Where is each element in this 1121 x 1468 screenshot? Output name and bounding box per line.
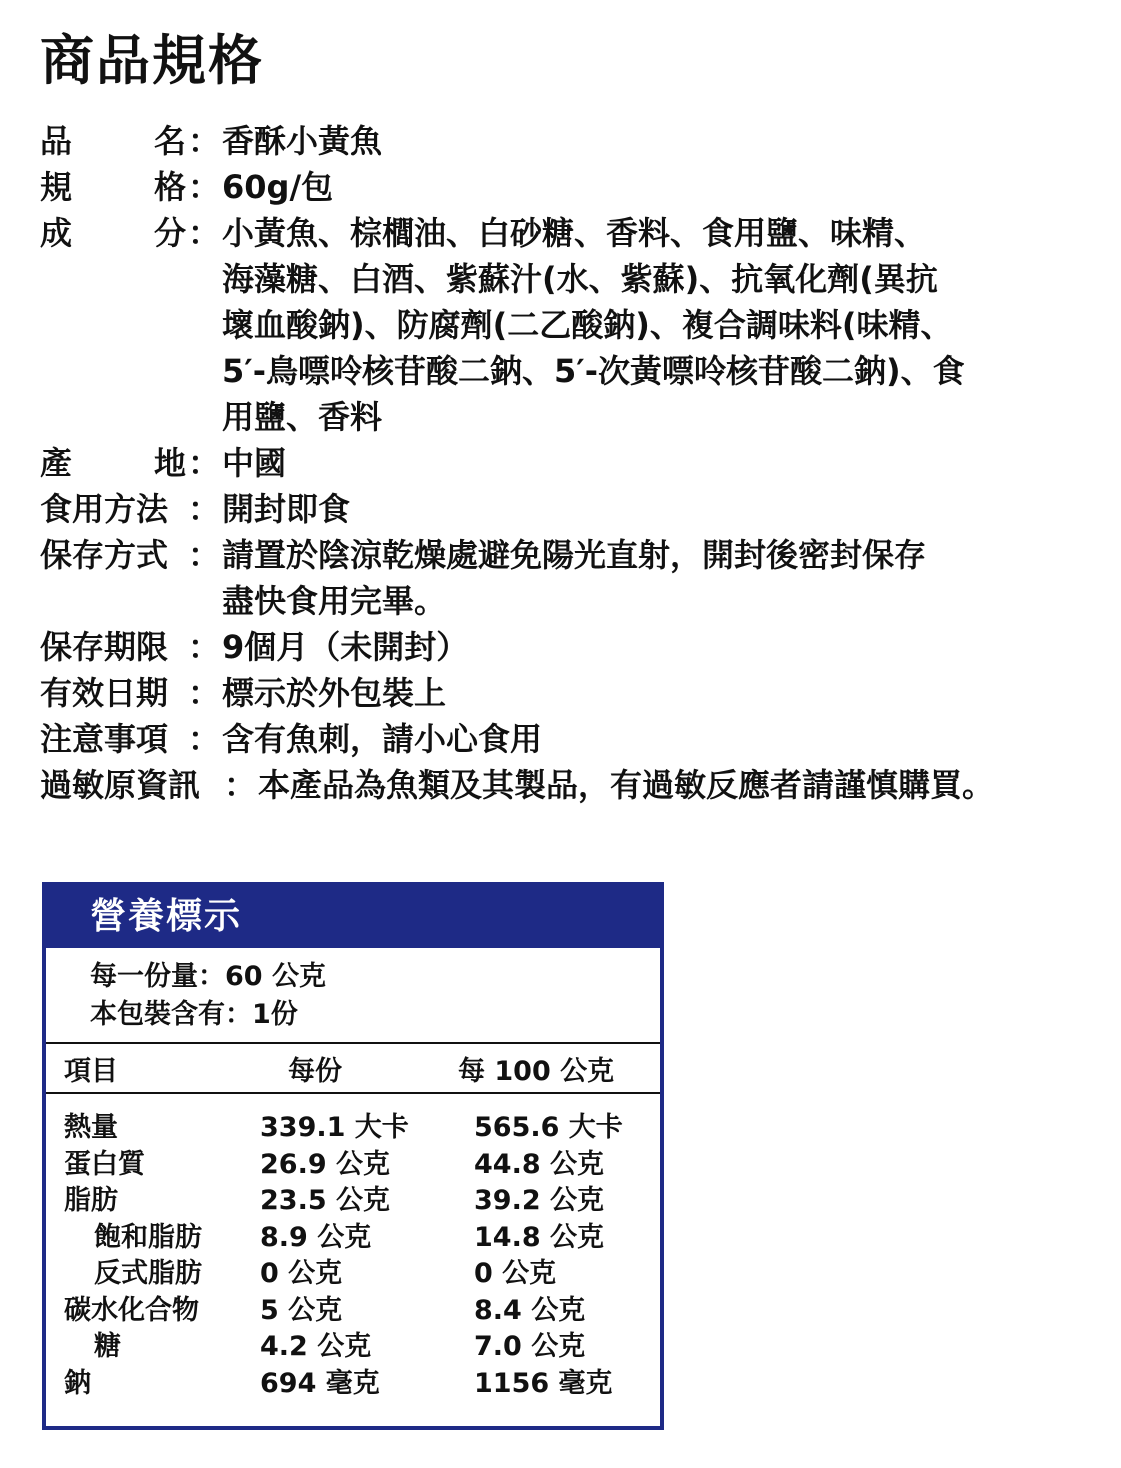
- spec-label-text: 保存方式: [40, 536, 169, 574]
- spec-value: [222, 716, 1110, 762]
- nutrient-name: 脂肪: [64, 1185, 118, 1216]
- spec-value: [222, 210, 1110, 440]
- spec-row: [40, 486, 1110, 532]
- spec-value-line: 本產品為魚類及其製品，有過敏反應者請謹慎購買。: [258, 766, 995, 804]
- spec-label: [40, 762, 222, 808]
- spec-label-text: 注意事項: [40, 720, 169, 758]
- spec-label-text: 過敏原資訊: [40, 766, 201, 804]
- nutrient-per-serving: 5 公克: [260, 1294, 343, 1326]
- spec-list: [40, 118, 1110, 808]
- spec-value-line: 9個月（未開封）: [222, 628, 469, 666]
- nutrient-name: 糖: [94, 1331, 121, 1362]
- spec-value: [222, 118, 1110, 164]
- serving-info: [46, 948, 660, 1044]
- nutrition-row: [46, 1147, 660, 1184]
- spec-row: [40, 532, 1110, 624]
- spec-label-text: 格: [153, 168, 186, 206]
- nutrition-row: [46, 1183, 660, 1220]
- spec-label: [40, 164, 186, 210]
- nutrient-name: 飽和脂肪: [94, 1221, 202, 1253]
- nutrient-per-100g: 565.6 大卡: [474, 1112, 623, 1143]
- nutrition-row: [46, 1293, 660, 1330]
- spec-label-text: 規: [40, 168, 73, 206]
- spec-label: [40, 210, 186, 256]
- spec-label-text: 產: [40, 444, 73, 482]
- nutrient-per-serving: 8.9 公克: [260, 1221, 372, 1253]
- column-per-100g: 每 100 公克: [458, 1055, 615, 1087]
- spec-value-line: 中國: [222, 444, 287, 482]
- nutrient-name: 蛋白質: [64, 1148, 145, 1180]
- nutrition-row: [46, 1329, 660, 1366]
- nutrition-column-headers: [46, 1044, 660, 1094]
- servings-per-pack: 本包裝含有：1份: [90, 999, 298, 1030]
- spec-value-line: 用鹽、香料: [222, 398, 383, 436]
- spec-label: [40, 670, 186, 716]
- nutrient-per-serving: 23.5 公克: [260, 1185, 391, 1216]
- spec-label-text: 分: [153, 214, 186, 252]
- spec-label-text: 地: [153, 444, 186, 482]
- nutrient-per-100g: 14.8 公克: [474, 1221, 605, 1253]
- spec-label: [40, 440, 186, 486]
- spec-row: [40, 624, 1110, 670]
- spec-label-text: 品: [40, 122, 73, 160]
- spec-value-line: 5′-鳥嘌呤核苷酸二鈉、5′-次黃嘌呤核苷酸二鈉)、食: [222, 352, 965, 390]
- spec-row: [40, 440, 1110, 486]
- serving-size: 每一份量：60 公克: [90, 961, 326, 992]
- spec-value-line: 含有魚刺，請小心食用: [222, 720, 543, 758]
- spec-row: [40, 670, 1110, 716]
- spec-colon: ：: [187, 536, 220, 574]
- spec-colon: ：: [187, 628, 220, 666]
- nutrient-per-serving: 694 毫克: [260, 1367, 380, 1399]
- column-per-serving: 每份: [288, 1055, 342, 1087]
- nutrient-per-100g: 0 公克: [474, 1258, 557, 1289]
- nutrient-per-serving: 26.9 公克: [260, 1148, 391, 1180]
- spec-value: [222, 486, 1110, 532]
- nutrient-name: 反式脂肪: [94, 1258, 202, 1289]
- spec-colon: ：: [187, 444, 220, 482]
- nutrient-per-100g: 44.8 公克: [474, 1148, 605, 1180]
- nutrition-row: [46, 1110, 660, 1147]
- spec-value: [258, 762, 1110, 808]
- spec-value-line: 壞血酸鈉)、防腐劑(二乙酸鈉)、複合調味料(味精、: [222, 306, 953, 344]
- spec-value-line: 60g/包: [222, 168, 334, 206]
- spec-label-text: 食用方法: [40, 490, 169, 528]
- spec-value-line: 海藻糖、白酒、紫蘇汁(水、紫蘇)、抗氧化劑(異抗: [222, 260, 938, 298]
- spec-value: [222, 532, 1110, 624]
- spec-colon: ：: [187, 490, 220, 528]
- nutrient-per-100g: 8.4 公克: [474, 1294, 586, 1326]
- spec-row: [40, 716, 1110, 762]
- spec-row: [40, 210, 1110, 440]
- spec-label: [40, 716, 186, 762]
- spec-value: [222, 624, 1110, 670]
- spec-label: [40, 532, 186, 578]
- spec-colon: ：: [187, 674, 220, 712]
- spec-colon: ：: [187, 720, 220, 758]
- spec-colon: ：: [187, 168, 220, 206]
- nutrition-row: [46, 1366, 660, 1403]
- nutrition-row: [46, 1220, 660, 1257]
- nutrient-name: 鈉: [64, 1367, 91, 1399]
- spec-value-line: 開封即食: [222, 490, 351, 528]
- spec-value-line: 盡快食用完畢。: [222, 582, 447, 620]
- spec-row: [40, 164, 1110, 210]
- nutrient-per-serving: 339.1 大卡: [260, 1112, 409, 1143]
- page-title: 商品規格: [40, 29, 264, 92]
- spec-colon: ：: [187, 122, 220, 160]
- spec-label-text: 保存期限: [40, 628, 169, 666]
- spec-label-text: 名: [153, 122, 186, 160]
- nutrient-per-serving: 0 公克: [260, 1258, 343, 1289]
- nutrient-per-100g: 1156 毫克: [474, 1367, 613, 1399]
- nutrient-per-serving: 4.2 公克: [260, 1331, 372, 1362]
- spec-label: [40, 624, 186, 670]
- nutrition-title: 營養標示: [46, 886, 660, 948]
- spec-label-text: 成: [40, 214, 73, 252]
- nutrient-name: 碳水化合物: [64, 1294, 199, 1326]
- spec-colon: ：: [187, 214, 220, 252]
- spec-value-line: 請置於陰涼乾燥處避免陽光直射，開封後密封保存: [222, 536, 927, 574]
- spec-label: [40, 118, 186, 164]
- spec-value: [222, 164, 1110, 210]
- nutrition-panel: [42, 882, 664, 1430]
- nutrient-per-100g: 39.2 公克: [474, 1185, 605, 1216]
- column-item: 項目: [64, 1055, 118, 1087]
- spec-row: [40, 118, 1110, 164]
- spec-row: [40, 762, 1110, 808]
- spec-value: [222, 440, 1110, 486]
- spec-value: [222, 670, 1110, 716]
- spec-value-line: 小黃魚、棕櫚油、白砂糖、香料、食用鹽、味精、: [222, 214, 927, 252]
- spec-colon: ：: [223, 766, 256, 804]
- spec-value-line: 標示於外包裝上: [222, 674, 447, 712]
- nutrient-name: 熱量: [64, 1112, 118, 1143]
- spec-label-text: 有效日期: [40, 674, 169, 712]
- spec-label: [40, 486, 186, 532]
- nutrient-per-100g: 7.0 公克: [474, 1331, 586, 1362]
- spec-value-line: 香酥小黃魚: [222, 122, 383, 160]
- nutrition-row: [46, 1256, 660, 1293]
- nutrition-rows: [46, 1094, 660, 1402]
